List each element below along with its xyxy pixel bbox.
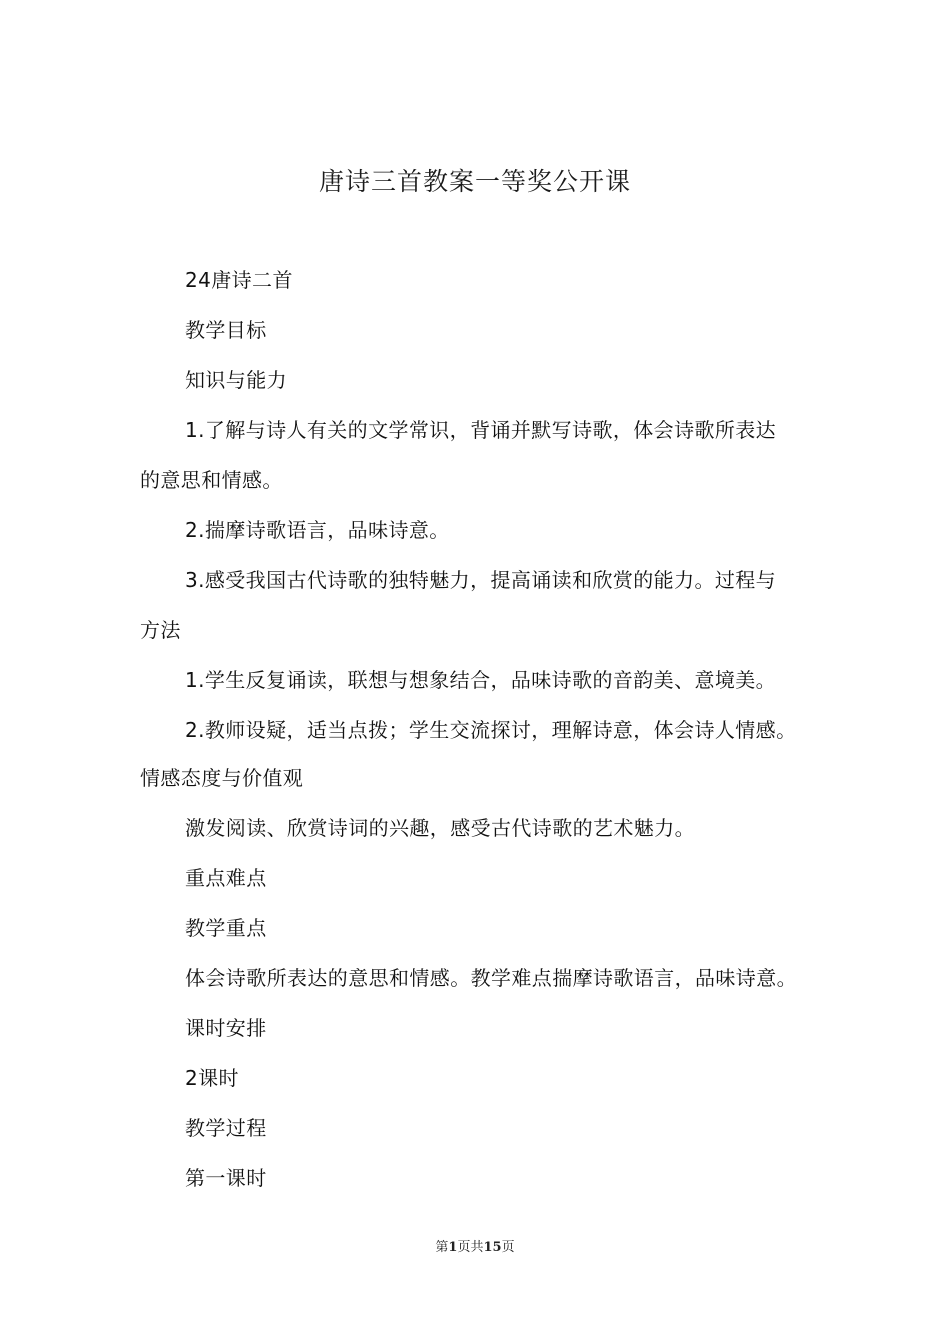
paragraph-line: 2课时: [185, 1066, 239, 1090]
paragraph-line: 2.揣摩诗歌语言，品味诗意。: [185, 518, 450, 542]
section-heading-key-points: 重点难点: [185, 866, 267, 890]
paragraph-line: 激发阅读、欣赏诗词的兴趣，感受古代诗歌的艺术魅力。: [185, 816, 695, 840]
section-heading-objectives: 教学目标: [185, 318, 267, 342]
paragraph-line: 2.教师设疑，适当点拨；学生交流探讨，理解诗意，体会诗人情感。: [185, 718, 797, 742]
paragraph-line: 3.感受我国古代诗歌的独特魅力，提高诵读和欣赏的能力。过程与: [185, 568, 777, 592]
footer-middle: 页共: [457, 1240, 484, 1255]
document-title: 唐诗三首教案一等奖公开课: [318, 167, 631, 196]
paragraph-line-continued: 方法: [140, 618, 181, 642]
subheading-first-lesson: 第一课时: [185, 1166, 267, 1190]
section-heading-process: 教学过程: [185, 1116, 267, 1140]
footer-prefix: 第: [435, 1240, 449, 1255]
paragraph-line-continued: 的意思和情感。: [140, 468, 283, 492]
subheading-teaching-focus: 教学重点: [185, 916, 267, 940]
paragraph-line: 1.学生反复诵读，联想与想象结合，品味诗歌的音韵美、意境美。: [185, 668, 777, 692]
subheading-knowledge-ability: 知识与能力: [185, 368, 287, 392]
section-heading-schedule: 课时安排: [185, 1016, 267, 1040]
page-footer: [0, 1239, 950, 1257]
section-heading-lesson: 24唐诗二首: [185, 268, 293, 292]
paragraph-line: 体会诗歌所表达的意思和情感。教学难点揣摩诗歌语言，品味诗意。: [185, 966, 797, 990]
footer-current-page: 1: [448, 1240, 458, 1255]
paragraph-line: 1.了解与诗人有关的文学常识，背诵并默写诗歌，体会诗歌所表达: [185, 418, 777, 442]
footer-total-pages: 15: [483, 1240, 502, 1255]
subheading-attitude-values: 情感态度与价值观: [140, 766, 304, 790]
footer-suffix: 页: [501, 1240, 515, 1255]
